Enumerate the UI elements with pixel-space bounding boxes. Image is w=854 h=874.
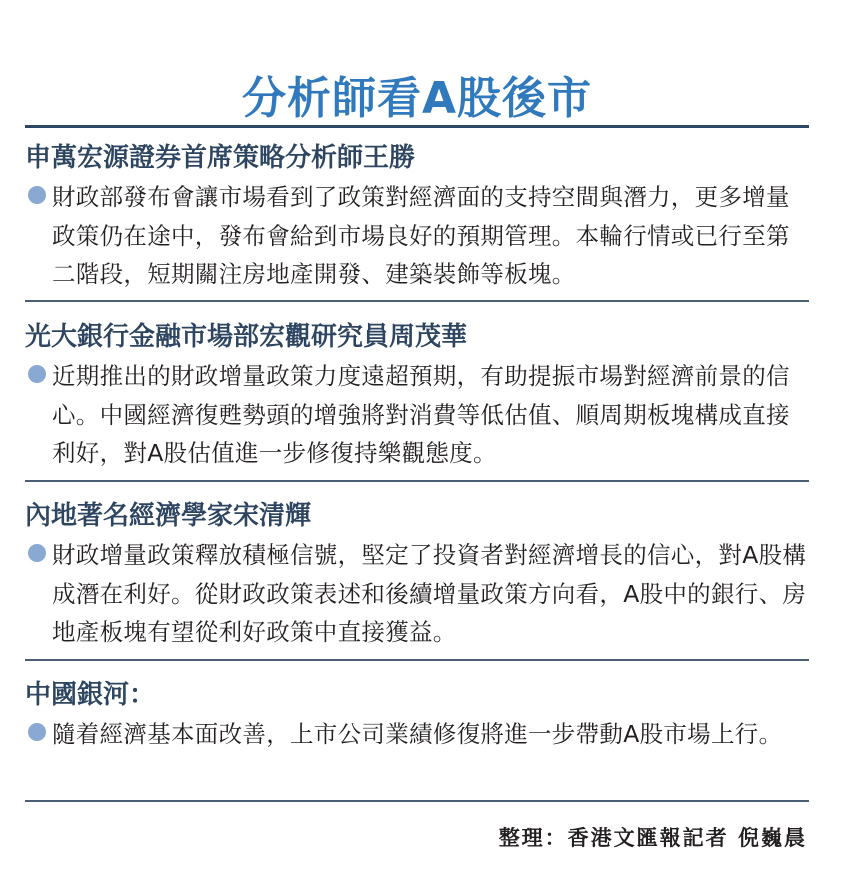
top-rule bbox=[25, 125, 809, 128]
bullet-dot-icon bbox=[28, 544, 46, 562]
analyst-section-1 bbox=[25, 140, 809, 294]
analyst-heading: 中國銀河： bbox=[25, 680, 156, 710]
section-divider bbox=[25, 800, 809, 802]
analyst-comment: 財政增量政策釋放積極信號，堅定了投資者對經濟增長的信心，對A股構成潛在利好。從財政政策表述和後續增量政策方向看，A股中的銀行、房地產板塊有望從利好政策中直接獲益。 bbox=[52, 541, 807, 646]
analyst-comment: 財政部發布會讓市場看到了政策對經濟面的支持空間與潛力，更多增量政策仍在途中，發布會給到市場良好的預期管理。本輪行情或已行至第二階段，短期關注房地產開發、建築裝飾等板塊。 bbox=[52, 183, 790, 288]
section-divider bbox=[25, 300, 809, 302]
bullet-dot-icon bbox=[28, 723, 46, 741]
byline-credit: 整理：香港文匯報記者 倪巍晨 bbox=[498, 825, 807, 850]
section-divider bbox=[25, 480, 809, 482]
analyst-heading: 光大銀行金融市場部宏觀研究員周茂華 bbox=[25, 322, 468, 352]
analyst-section-4 bbox=[25, 677, 809, 754]
analyst-section-2 bbox=[25, 319, 809, 473]
bullet-dot-icon bbox=[28, 186, 46, 204]
page-title: 分析師看A股後市 bbox=[241, 73, 593, 124]
bullet-dot-icon bbox=[28, 365, 46, 383]
analyst-comment: 近期推出的財政增量政策力度遠超預期，有助提振市場對經濟前景的信心。中國經濟復甦勢頭的增強將對消費等低估值、順周期板塊構成直接利好，對A股估值進一步修復持樂觀態度。 bbox=[52, 362, 790, 467]
analyst-section-3 bbox=[25, 498, 809, 652]
analyst-comment: 隨着經濟基本面改善，上市公司業績修復將進一步帶動A股市場上行。 bbox=[52, 720, 783, 748]
section-divider bbox=[25, 659, 809, 661]
analyst-heading: 內地著名經濟學家宋清輝 bbox=[25, 501, 312, 531]
analyst-heading: 申萬宏源證券首席策略分析師王勝 bbox=[25, 143, 416, 173]
